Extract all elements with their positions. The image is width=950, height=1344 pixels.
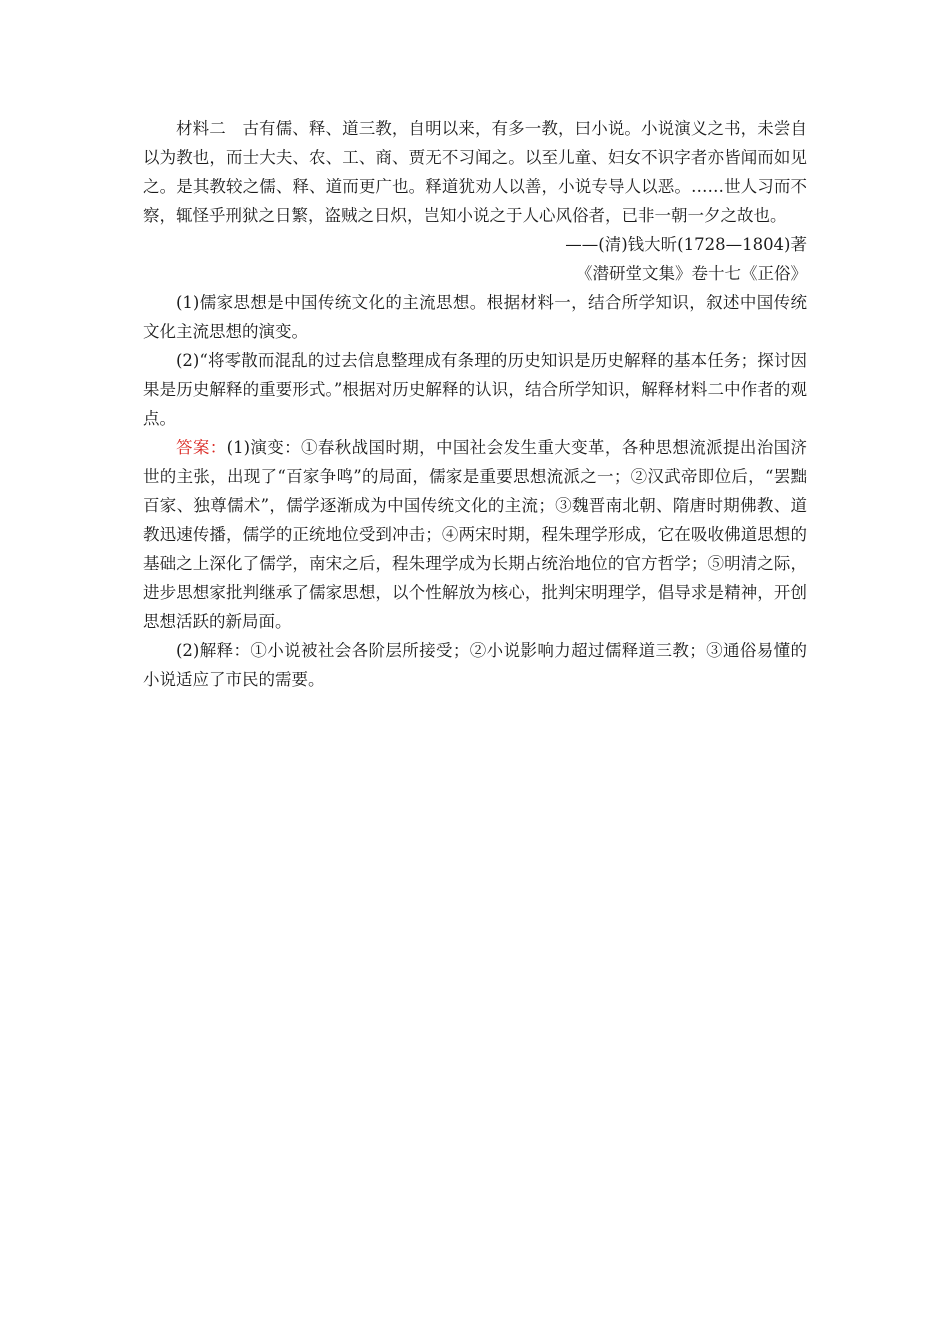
material-two-source-author: ——(清)钱大昕(1728—1804)著 bbox=[565, 235, 807, 254]
material-two-paragraph bbox=[143, 114, 807, 230]
material-two-label: 材料二 bbox=[176, 119, 226, 138]
question-one: (1)儒家思想是中国传统文化的主流思想。根据材料一，结合所学知识，叙述中国传统文化主流思想的演变。 bbox=[143, 293, 807, 341]
answer-part-one-paragraph bbox=[143, 433, 807, 636]
answer-label: 答案： bbox=[176, 438, 227, 457]
document-page bbox=[143, 114, 807, 694]
answer-part-two: (2)解释：①小说被社会各阶层所接受；②小说影响力超过儒释道三教；③通俗易懂的小说适应了市民的需要。 bbox=[143, 641, 807, 689]
material-two-text: 古有儒、释、道三教，自明以来，有多一教，曰小说。小说演义之书，未尝自以为教也，而士大夫、农、工、商、贾无不习闻之。以至儿童、妇女不识字者亦皆闻而如见之。是其教较之儒、释、道而更广也。释道犹劝人以善，小说专导人以恶。……世人习而不察，辄怪乎刑狱之日繁，盗贼之日炽，岂知小说之于人心风俗者，已非一朝一夕之故也。 bbox=[143, 119, 808, 225]
question-two: (2)“将零散而混乱的过去信息整理成有条理的历史知识是历史解释的基本任务；探讨因果是历史解释的重要形式。”根据对历史解释的认识，结合所学知识，解释材料二中作者的观点。 bbox=[143, 351, 807, 428]
answer-part-one: (1)演变：①春秋战国时期，中国社会发生重大变革，各种思想流派提出治国济世的主张，出现了“百家争鸣”的局面，儒家是重要思想流派之一；②汉武帝即位后，“罢黜百家、独尊儒术”，儒学逐渐成为中国传统文化的主流；③魏晋南北朝、隋唐时期佛教、道教迅速传播，儒学的正统地位受到冲击；④两宋时期，程朱理学形成，它在吸收佛道思想的基础之上深化了儒学，南宋之后，程朱理学成为长期占统治地位的官方哲学；⑤明清之际，进步思想家批判继承了儒家思想，以个性解放为核心，批判宋明理学，倡导求是精神，开创思想活跃的新局面。 bbox=[143, 438, 808, 631]
material-two-source-book: 《潜研堂文集》卷十七《正俗》 bbox=[576, 264, 807, 283]
